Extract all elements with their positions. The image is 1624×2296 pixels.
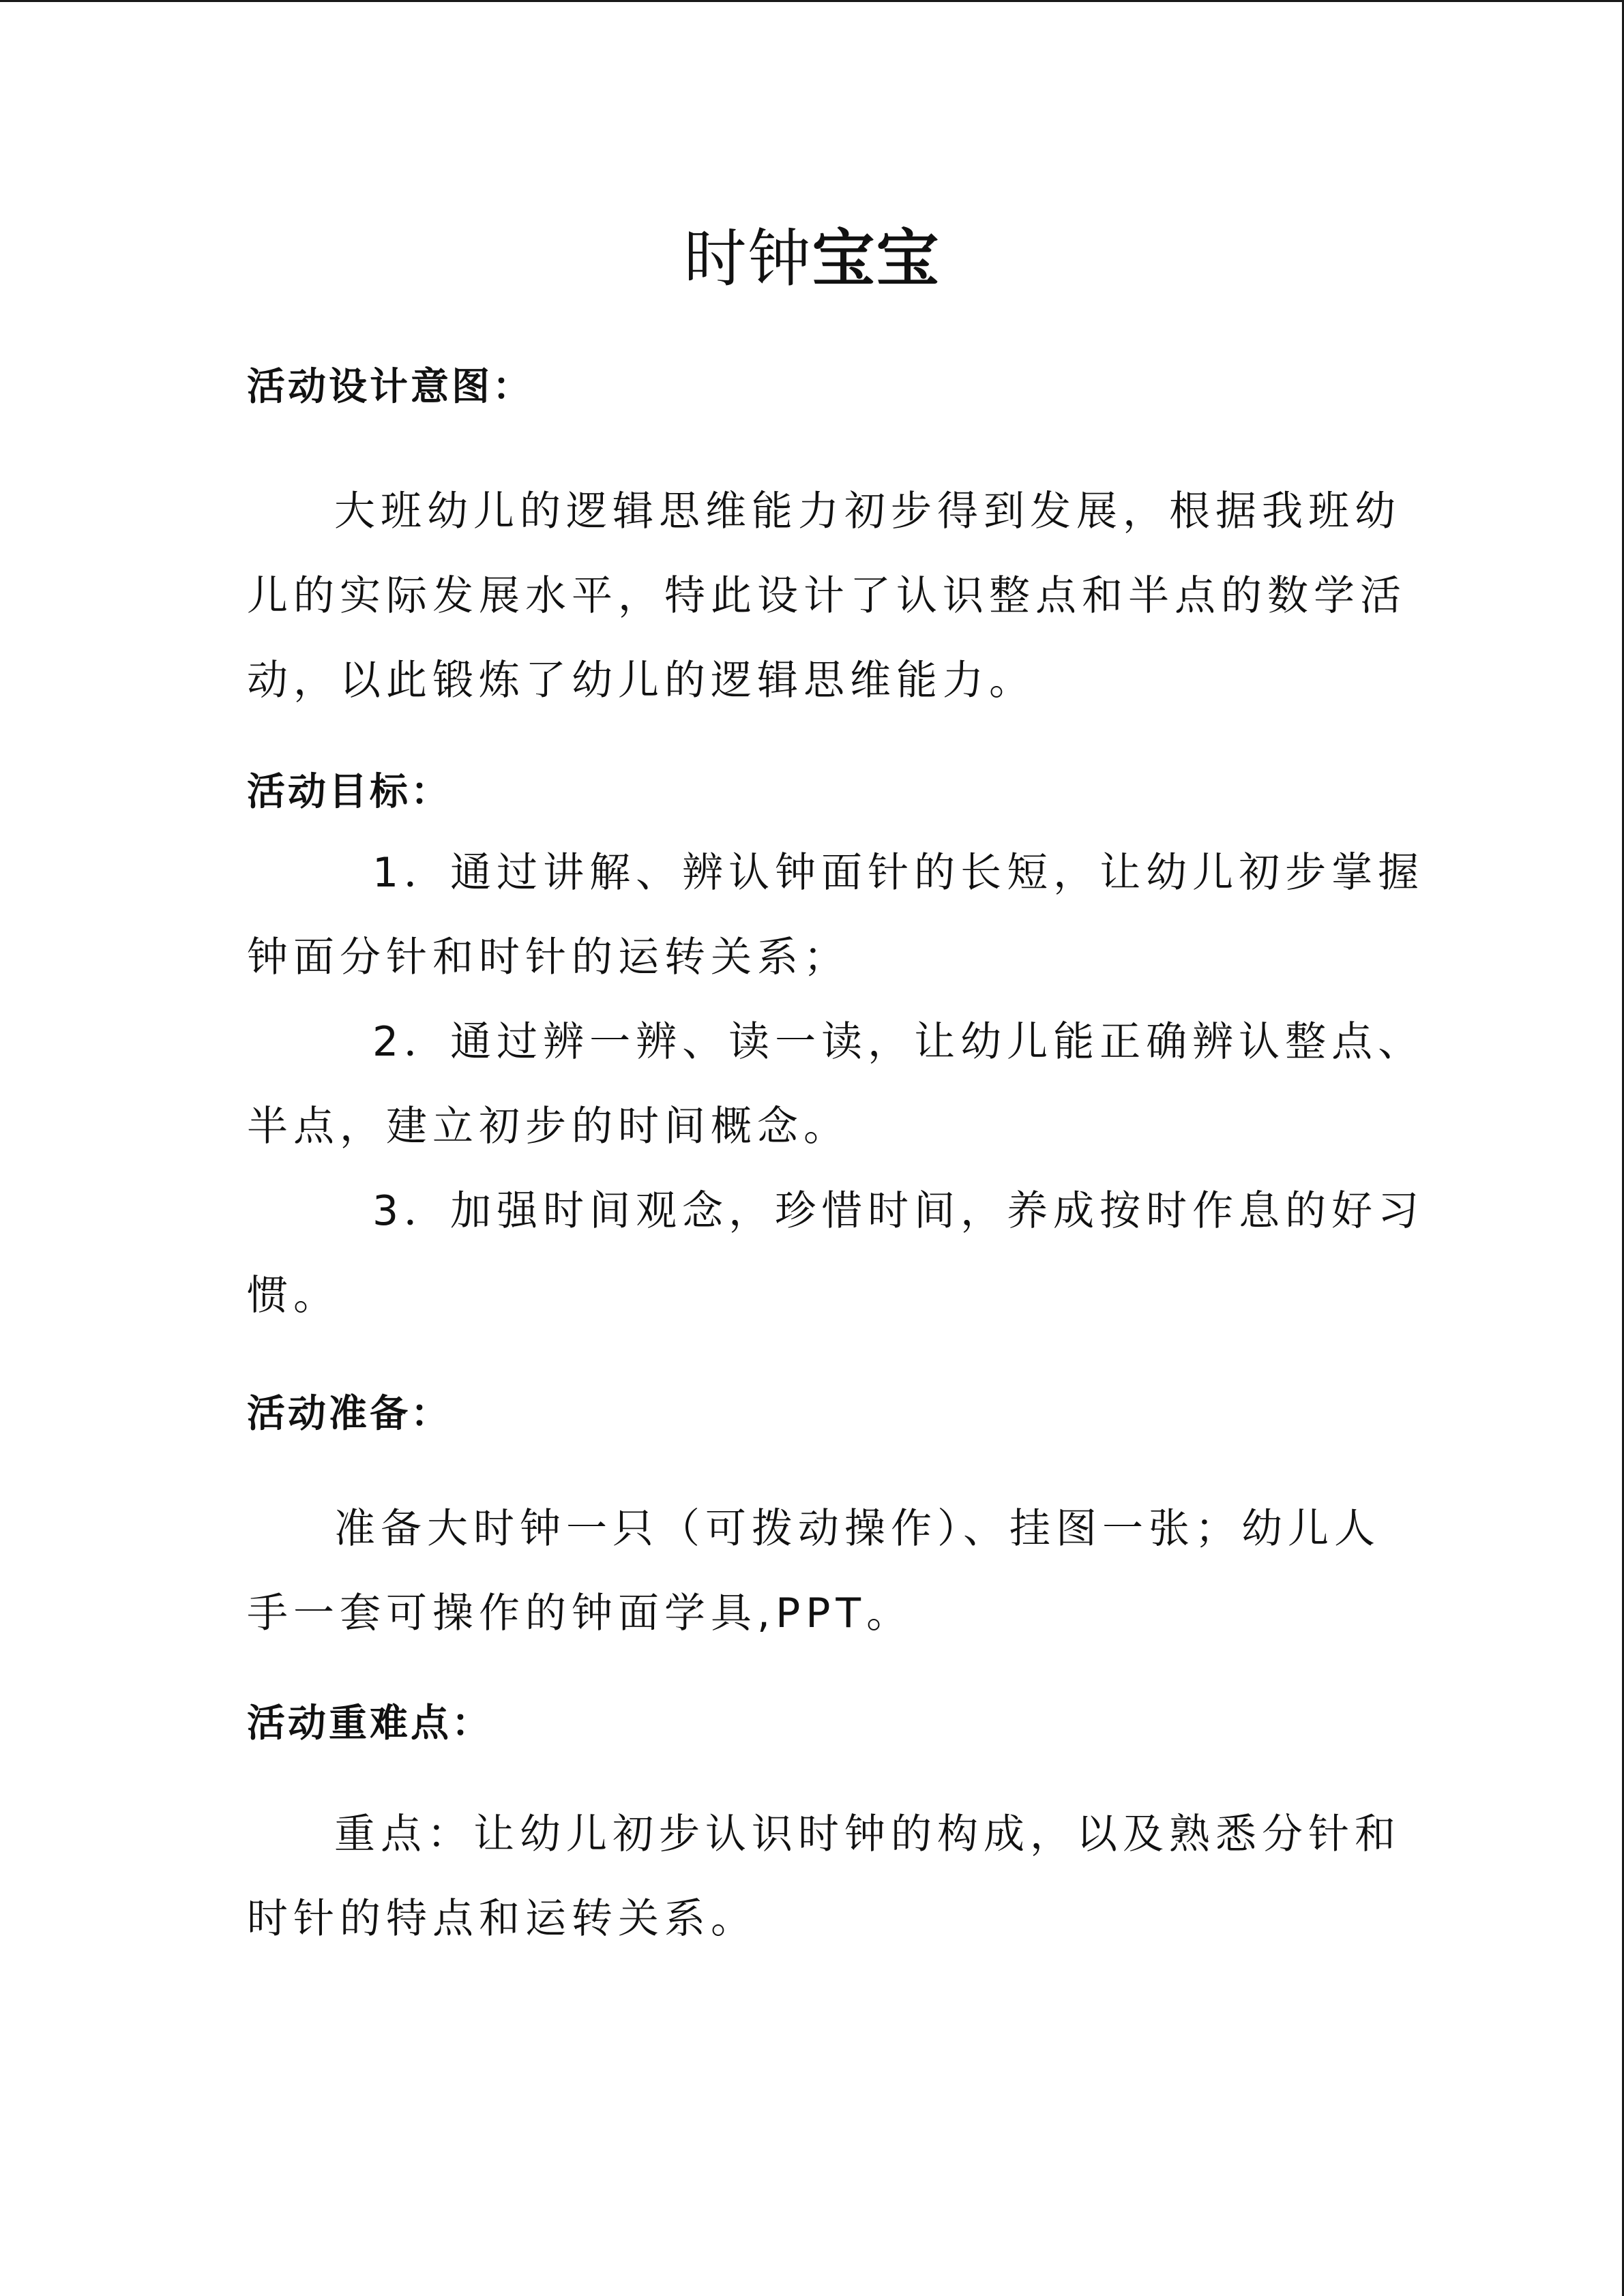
section-body-design-intent xyxy=(247,469,1406,723)
section-heading-preparation: 活动准备： xyxy=(247,1392,452,1436)
paragraph-line: 时针的特点和运转关系。 xyxy=(247,1895,757,1943)
page-top-border xyxy=(0,0,1624,2)
title-part-bold: 宝宝 xyxy=(812,222,941,295)
section-body-key-points xyxy=(247,1792,1401,1961)
paragraph-line: 钟面分针和时针的运转关系； xyxy=(247,934,850,981)
title-part-regular: 时钟 xyxy=(683,222,812,295)
section-heading-objectives: 活动目标： xyxy=(247,770,452,814)
paragraph-line: 手一套可操作的钟面学具,PPT。 xyxy=(247,1590,913,1637)
paragraph-line: 儿的实际发展水平，特此设计了认识整点和半点的数学活 xyxy=(247,572,1406,620)
paragraph-line: 大班幼儿的逻辑思维能力初步得到发展，根据我班幼 xyxy=(334,488,1401,535)
paragraph-line: 动，以此锻炼了幼儿的逻辑思维能力。 xyxy=(247,657,1035,704)
objective-item-3: 3．加强时间观念，珍惜时间，养成按时作息的好习 xyxy=(372,1187,1425,1235)
objective-item-2: 2．通过辨一辨、读一读，让幼儿能正确辨认整点、 xyxy=(372,1018,1425,1066)
section-body-objectives xyxy=(247,831,1425,1338)
objective-item-1: 1．通过讲解、辨认钟面针的长短，让幼儿初步掌握 xyxy=(372,849,1425,897)
paragraph-line: 半点，建立初步的时间概念。 xyxy=(247,1103,850,1150)
paragraph-line: 准备大时钟一只（可拨动操作）、挂图一张；幼儿人 xyxy=(334,1505,1381,1553)
section-body-preparation xyxy=(247,1487,1381,1656)
paragraph-line: 重点：让幼儿初步认识时钟的构成，以及熟悉分针和 xyxy=(334,1810,1401,1858)
section-heading-design-intent: 活动设计意图： xyxy=(247,365,533,409)
paragraph-line: 惯。 xyxy=(247,1272,340,1320)
section-heading-key-points: 活动重难点： xyxy=(247,1701,492,1746)
page-title xyxy=(0,218,1624,300)
